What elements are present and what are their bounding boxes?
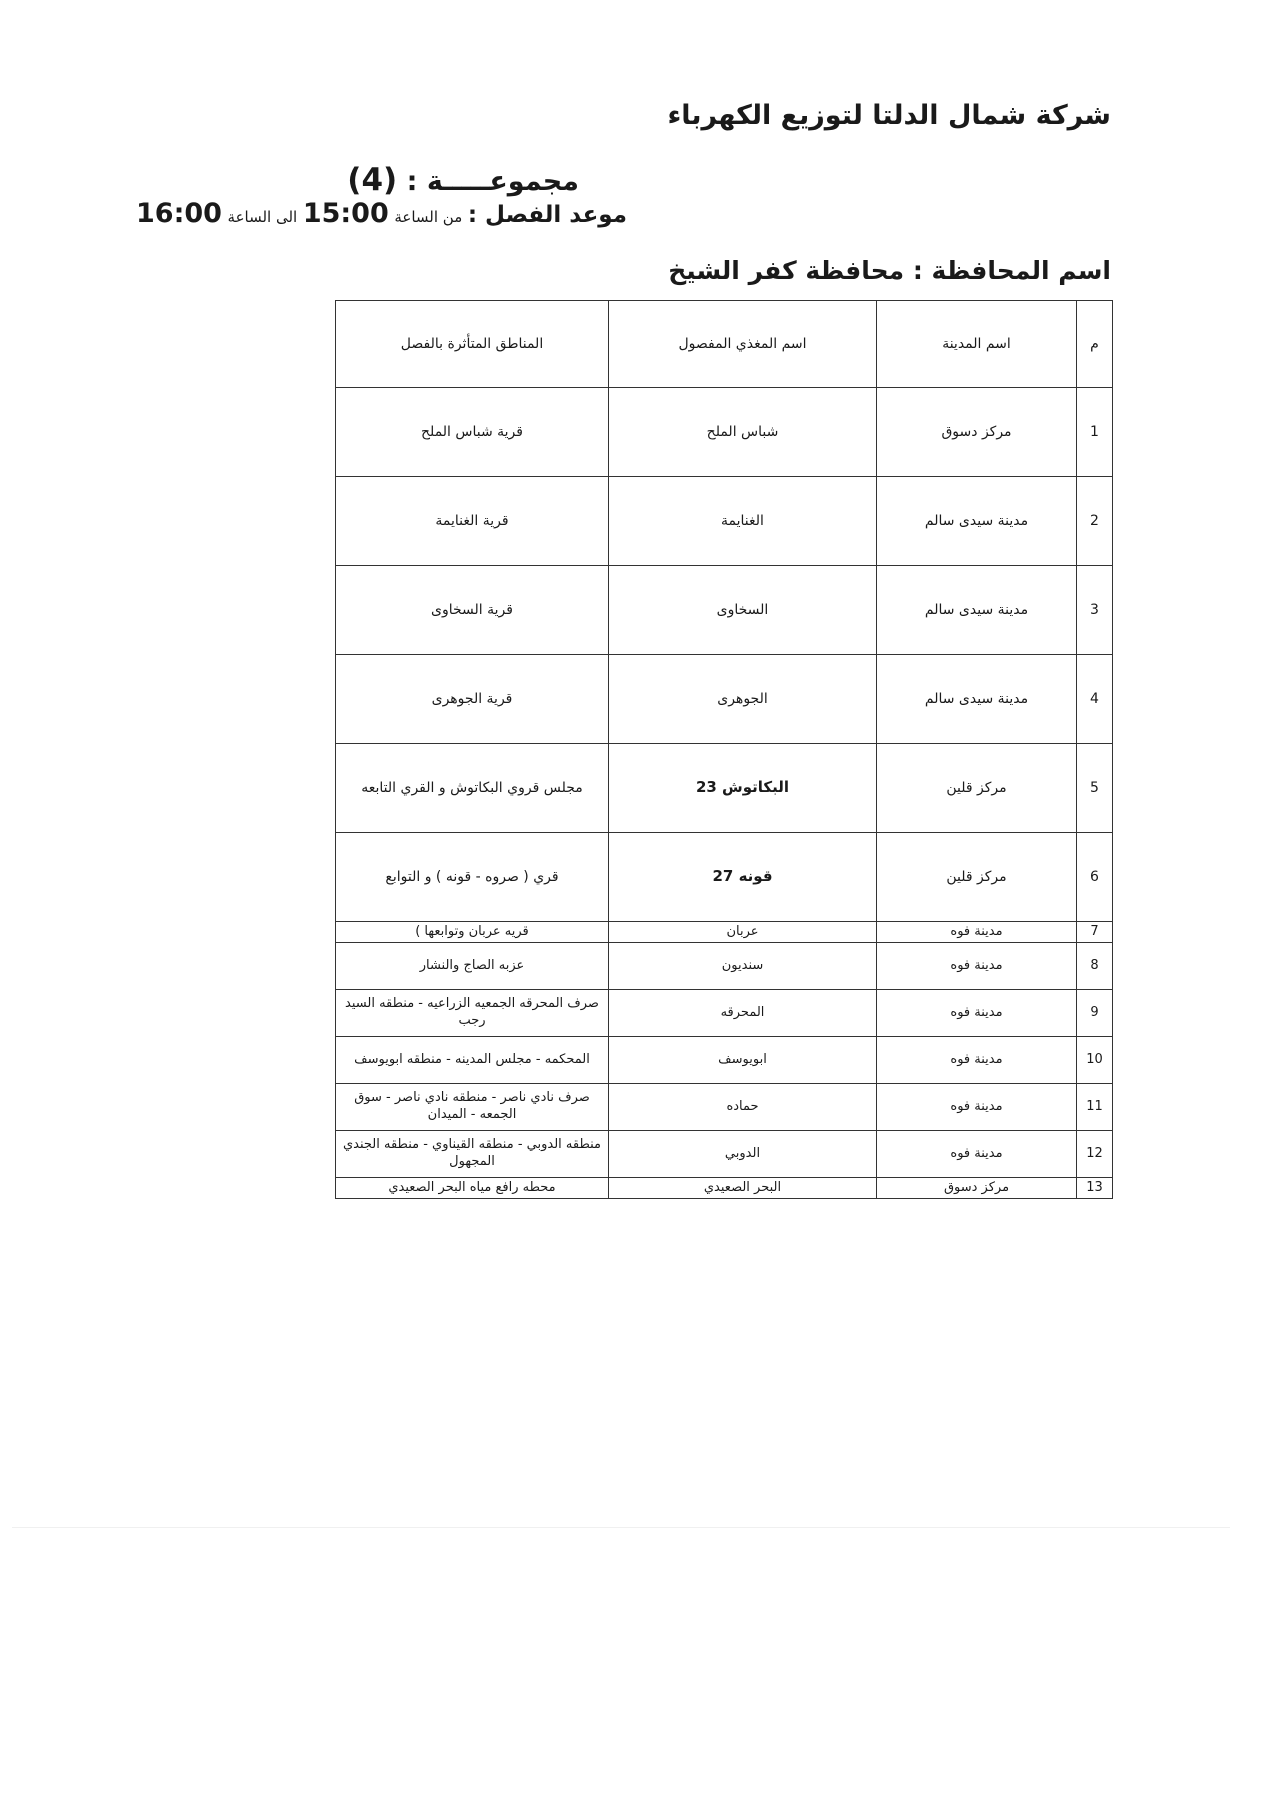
- row-num: 12: [1077, 1131, 1113, 1178]
- group-label: مجموعـــــة :: [406, 166, 579, 197]
- row-feeder: السخاوى: [609, 566, 877, 655]
- row-areas: المحكمه - مجلس المدينه - منطقه ابويوسف: [336, 1037, 609, 1084]
- schedule-to-time: 16:00: [136, 198, 222, 229]
- table-row: [336, 922, 1113, 943]
- schedule-from-time: 15:00: [302, 198, 389, 229]
- table-row: [336, 990, 1113, 1037]
- header-areas: المناطق المتأثرة بالفصل: [336, 301, 609, 388]
- table-row: [336, 1178, 1113, 1199]
- row-areas: عزبه الصاج والنشار: [336, 943, 609, 990]
- row-areas: قري ( صروه - قونه ) و التوابع: [336, 833, 609, 922]
- row-num: 10: [1077, 1037, 1113, 1084]
- row-feeder: ابويوسف: [609, 1037, 877, 1084]
- table-header-row: [336, 301, 1113, 388]
- schedule-line: [136, 198, 627, 229]
- row-num: 11: [1077, 1084, 1113, 1131]
- row-feeder: سنديون: [609, 943, 877, 990]
- row-areas: مجلس قروي البكاتوش و القري التابعه: [336, 744, 609, 833]
- schedule-from-text: من الساعة: [394, 208, 463, 226]
- company-name: شركة شمال الدلتا لتوزيع الكهرباء: [667, 100, 1111, 131]
- group-line: [347, 162, 579, 198]
- schedule-label: موعد الفصل :: [467, 202, 627, 228]
- table-row: [336, 1131, 1113, 1178]
- row-city: مدينة فوه: [877, 990, 1077, 1037]
- row-num: 6: [1077, 833, 1113, 922]
- table-row: [336, 833, 1113, 922]
- table-row: [336, 744, 1113, 833]
- header-num: م: [1077, 301, 1113, 388]
- row-num: 13: [1077, 1178, 1113, 1199]
- row-areas: قرية شباس الملح: [336, 388, 609, 477]
- table-row: [336, 655, 1113, 744]
- row-city: مدينة فوه: [877, 943, 1077, 990]
- row-city: مدينة فوه: [877, 922, 1077, 943]
- row-areas: صرف المحرقه الجمعيه الزراعيه - منطقه السيد رجب: [336, 990, 609, 1037]
- row-num: 1: [1077, 388, 1113, 477]
- row-city: مدينة سيدى سالم: [877, 655, 1077, 744]
- row-areas: قرية السخاوى: [336, 566, 609, 655]
- row-feeder: الغنايمة: [609, 477, 877, 566]
- row-num: 3: [1077, 566, 1113, 655]
- row-num: 7: [1077, 922, 1113, 943]
- header-feeder: اسم المغذي المفصول: [609, 301, 877, 388]
- table-row: [336, 943, 1113, 990]
- row-feeder: عربان: [609, 922, 877, 943]
- table-row: [336, 477, 1113, 566]
- row-num: 5: [1077, 744, 1113, 833]
- governorate-name: اسم المحافظة : محافظة كفر الشيخ: [668, 256, 1111, 285]
- row-city: مركز قلين: [877, 744, 1077, 833]
- row-areas: منطقه الدوبي - منطقه القيناوي - منطقه الجندي المجهول: [336, 1131, 609, 1178]
- row-feeder: المحرقه: [609, 990, 877, 1037]
- row-feeder: شباس الملح: [609, 388, 877, 477]
- row-feeder: البحر الصعيدي: [609, 1178, 877, 1199]
- row-feeder: البكاتوش 23: [609, 744, 877, 833]
- row-num: 9: [1077, 990, 1113, 1037]
- row-city: مدينة سيدى سالم: [877, 566, 1077, 655]
- row-areas: صرف نادي ناصر - منطقه نادي ناصر - سوق الجمعه - الميدان: [336, 1084, 609, 1131]
- row-city: مدينة فوه: [877, 1131, 1077, 1178]
- row-areas: محطه رافع مياه البحر الصعيدي: [336, 1178, 609, 1199]
- table-row: [336, 566, 1113, 655]
- row-num: 4: [1077, 655, 1113, 744]
- row-city: مدينة فوه: [877, 1037, 1077, 1084]
- header-city: اسم المدينة: [877, 301, 1077, 388]
- table-row: [336, 1037, 1113, 1084]
- row-areas: قرية الغنايمة: [336, 477, 609, 566]
- row-feeder: قونه 27: [609, 833, 877, 922]
- row-feeder: حماده: [609, 1084, 877, 1131]
- row-city: مركز دسوق: [877, 388, 1077, 477]
- row-areas: قريه عربان وتوابعها ): [336, 922, 609, 943]
- outage-table: [335, 300, 1113, 1199]
- row-feeder: الدوبي: [609, 1131, 877, 1178]
- row-city: مدينة سيدى سالم: [877, 477, 1077, 566]
- row-city: مركز دسوق: [877, 1178, 1077, 1199]
- group-value: (4): [347, 162, 398, 198]
- table-row: [336, 388, 1113, 477]
- row-num: 2: [1077, 477, 1113, 566]
- row-city: مدينة فوه: [877, 1084, 1077, 1131]
- scan-divider: [12, 1527, 1230, 1528]
- row-areas: قرية الجوهرى: [336, 655, 609, 744]
- table-row: [336, 1084, 1113, 1131]
- row-city: مركز قلين: [877, 833, 1077, 922]
- row-num: 8: [1077, 943, 1113, 990]
- schedule-to-text: الى الساعة: [227, 208, 298, 226]
- row-feeder: الجوهرى: [609, 655, 877, 744]
